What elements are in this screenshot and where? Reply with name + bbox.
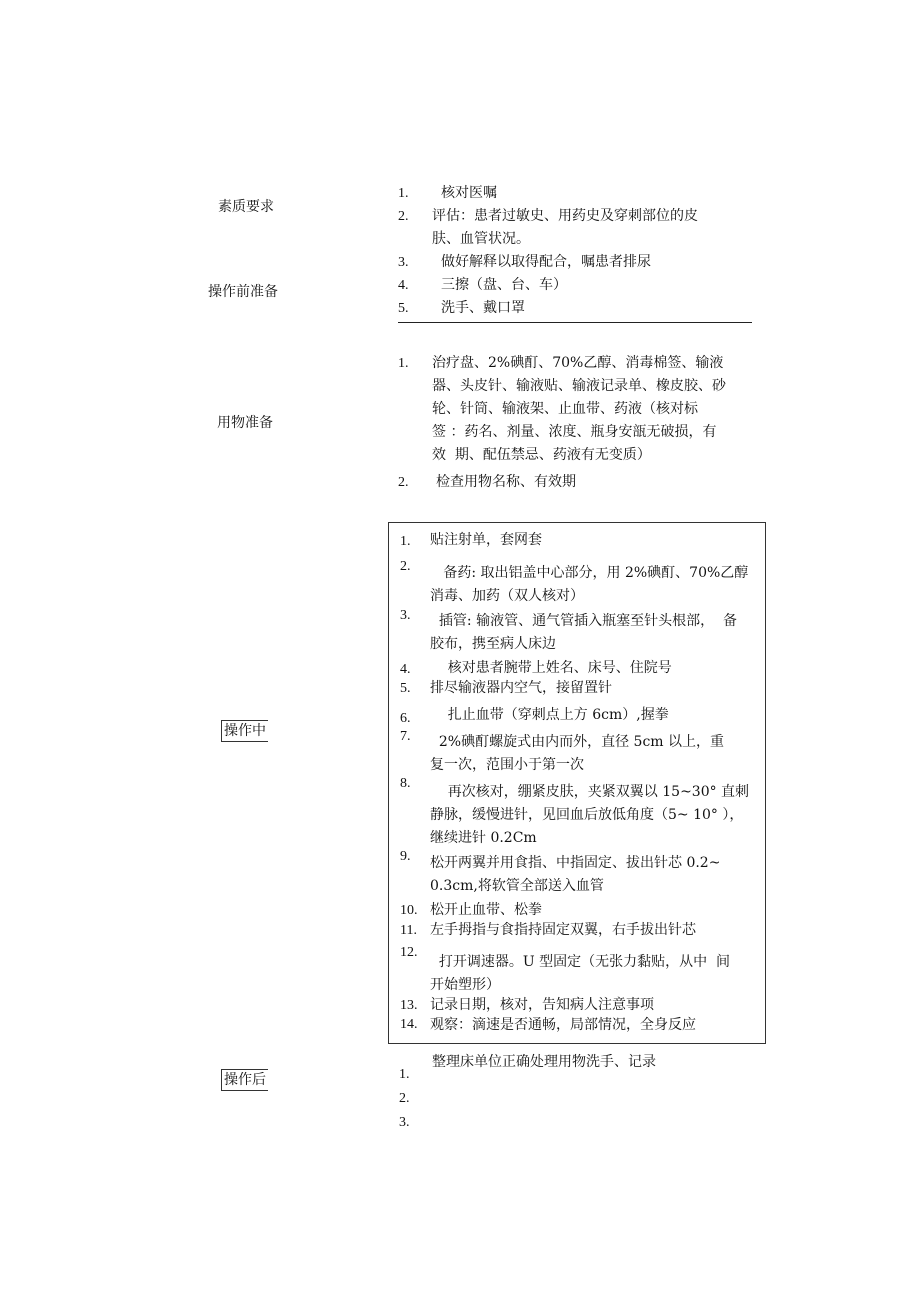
list-item-line: 开始塑形） bbox=[430, 977, 500, 993]
list-item-line: 左手拇指与食指持固定双翼，右手拔出针芯 bbox=[430, 922, 696, 938]
list-item-line: 器、头皮针、输液贴、输液记录单、橡皮胶、砂 bbox=[432, 378, 726, 394]
label-supplies: 用物准备 bbox=[217, 415, 273, 431]
list-number: 1. bbox=[398, 186, 409, 201]
list-number: 1. bbox=[398, 356, 409, 371]
list-item-line: 记录日期，核对，告知病人注意事项 bbox=[430, 997, 654, 1013]
list-item-line: 打开调速器。U 型固定（无张力黏贴，从中 间 bbox=[430, 954, 731, 970]
list-item-line: 再次核对，绷紧皮肤，夹紧双翼以 15~30° 直刺 bbox=[430, 784, 750, 800]
list-item-line: 继续进针 0.2Cm bbox=[430, 830, 537, 846]
list-item-line: 观察：滴速是否通畅，局部情况，全身反应 bbox=[430, 1017, 696, 1033]
list-item-line: 扎止血带（穿刺点上方 6cm）,握拳 bbox=[430, 707, 669, 723]
list-number: 5. bbox=[400, 681, 411, 696]
list-number: 7. bbox=[400, 729, 411, 744]
list-number: 12. bbox=[400, 945, 418, 960]
list-item-text: 三擦（盘、台、车） bbox=[441, 277, 567, 293]
list-number: 9. bbox=[400, 849, 411, 864]
list-item-text: 洗手、戴口罩 bbox=[441, 300, 525, 316]
list-item-line: 备药: 取出铝盖中心部分，用 2%碘酊、70%乙醇 bbox=[430, 565, 749, 581]
list-item-line: 2%碘酊螺旋式由内而外，直径 5cm 以上，重 bbox=[430, 734, 725, 750]
list-item-line: 核对患者腕带上姓名、床号、住院号 bbox=[430, 660, 672, 676]
list-number: 8. bbox=[400, 776, 411, 791]
list-number: 3. bbox=[398, 255, 409, 270]
list-item-text: 核对医嘱 bbox=[441, 185, 497, 201]
label-during-op: 操作中 bbox=[221, 720, 268, 742]
list-item-text: 做好解释以取得配合，嘱患者排尿 bbox=[441, 254, 651, 270]
label-post-op: 操作后 bbox=[221, 1069, 268, 1091]
list-item-line: 签 ：药名、剂量、浓度、瓶身安瓿无破损，有 bbox=[432, 424, 717, 440]
prep-divider bbox=[398, 322, 752, 323]
list-item-line: 治疗盘、2%碘酊、70%乙醇、消毒棉签、输液 bbox=[432, 355, 724, 371]
list-item-line: 松开止血带、松拳 bbox=[430, 902, 542, 918]
list-number: 3. bbox=[400, 608, 411, 623]
list-item-line: 效 期、配伍禁忌、药液有无变质） bbox=[432, 447, 651, 463]
list-item-line: 胶布，携至病人床边 bbox=[430, 636, 556, 652]
list-item-line: 插管: 输液管、通气管插入瓶塞至针头根部， 备 bbox=[430, 613, 737, 629]
list-number: 1. bbox=[400, 534, 411, 549]
list-number: 5. bbox=[398, 301, 409, 316]
list-number: 14. bbox=[400, 1017, 418, 1032]
list-item-continuation: 肤、血管状况。 bbox=[432, 231, 530, 247]
list-number: 11. bbox=[400, 923, 417, 938]
list-number: 13. bbox=[400, 998, 418, 1013]
list-number: 10. bbox=[400, 903, 418, 918]
list-number: 2. bbox=[400, 559, 411, 574]
list-number: 4. bbox=[398, 278, 409, 293]
list-number: 2. bbox=[399, 1091, 410, 1106]
list-number: 4. bbox=[400, 662, 411, 677]
list-item-line: 松开两翼并用食指、中指固定、拔出针芯 0.2~ bbox=[430, 855, 721, 871]
list-number: 6. bbox=[400, 711, 411, 726]
list-item-line: 轮、针筒、输液架、止血带、药液（核对标 bbox=[432, 401, 698, 417]
post-op-text: 整理床单位正确处理用物洗手、记录 bbox=[432, 1054, 656, 1070]
list-item-line: 排尽输液器内空气，接留置针 bbox=[430, 680, 612, 696]
list-item-line: 检查用物名称、有效期 bbox=[436, 474, 576, 490]
list-item-line: 消毒、加药（双人核对） bbox=[430, 588, 584, 604]
list-item-text: 评估：患者过敏史、用药史及穿刺部位的皮 bbox=[432, 208, 698, 224]
label-pre-op: 操作前准备 bbox=[208, 284, 278, 300]
list-number: 2. bbox=[398, 475, 409, 490]
list-number: 2. bbox=[398, 209, 409, 224]
list-item-line: 静脉，缓慢进针，见回血后放低角度（5~ 10° ）， bbox=[430, 807, 744, 823]
list-item-line: 0.3cm,将软管全部送入血管 bbox=[430, 878, 604, 894]
list-item-line: 复一次，范围小于第一次 bbox=[430, 757, 584, 773]
list-number: 3. bbox=[399, 1115, 410, 1130]
label-quality: 素质要求 bbox=[218, 199, 274, 215]
list-number: 1. bbox=[399, 1067, 410, 1082]
list-item-line: 贴注射单，套网套 bbox=[430, 532, 542, 548]
